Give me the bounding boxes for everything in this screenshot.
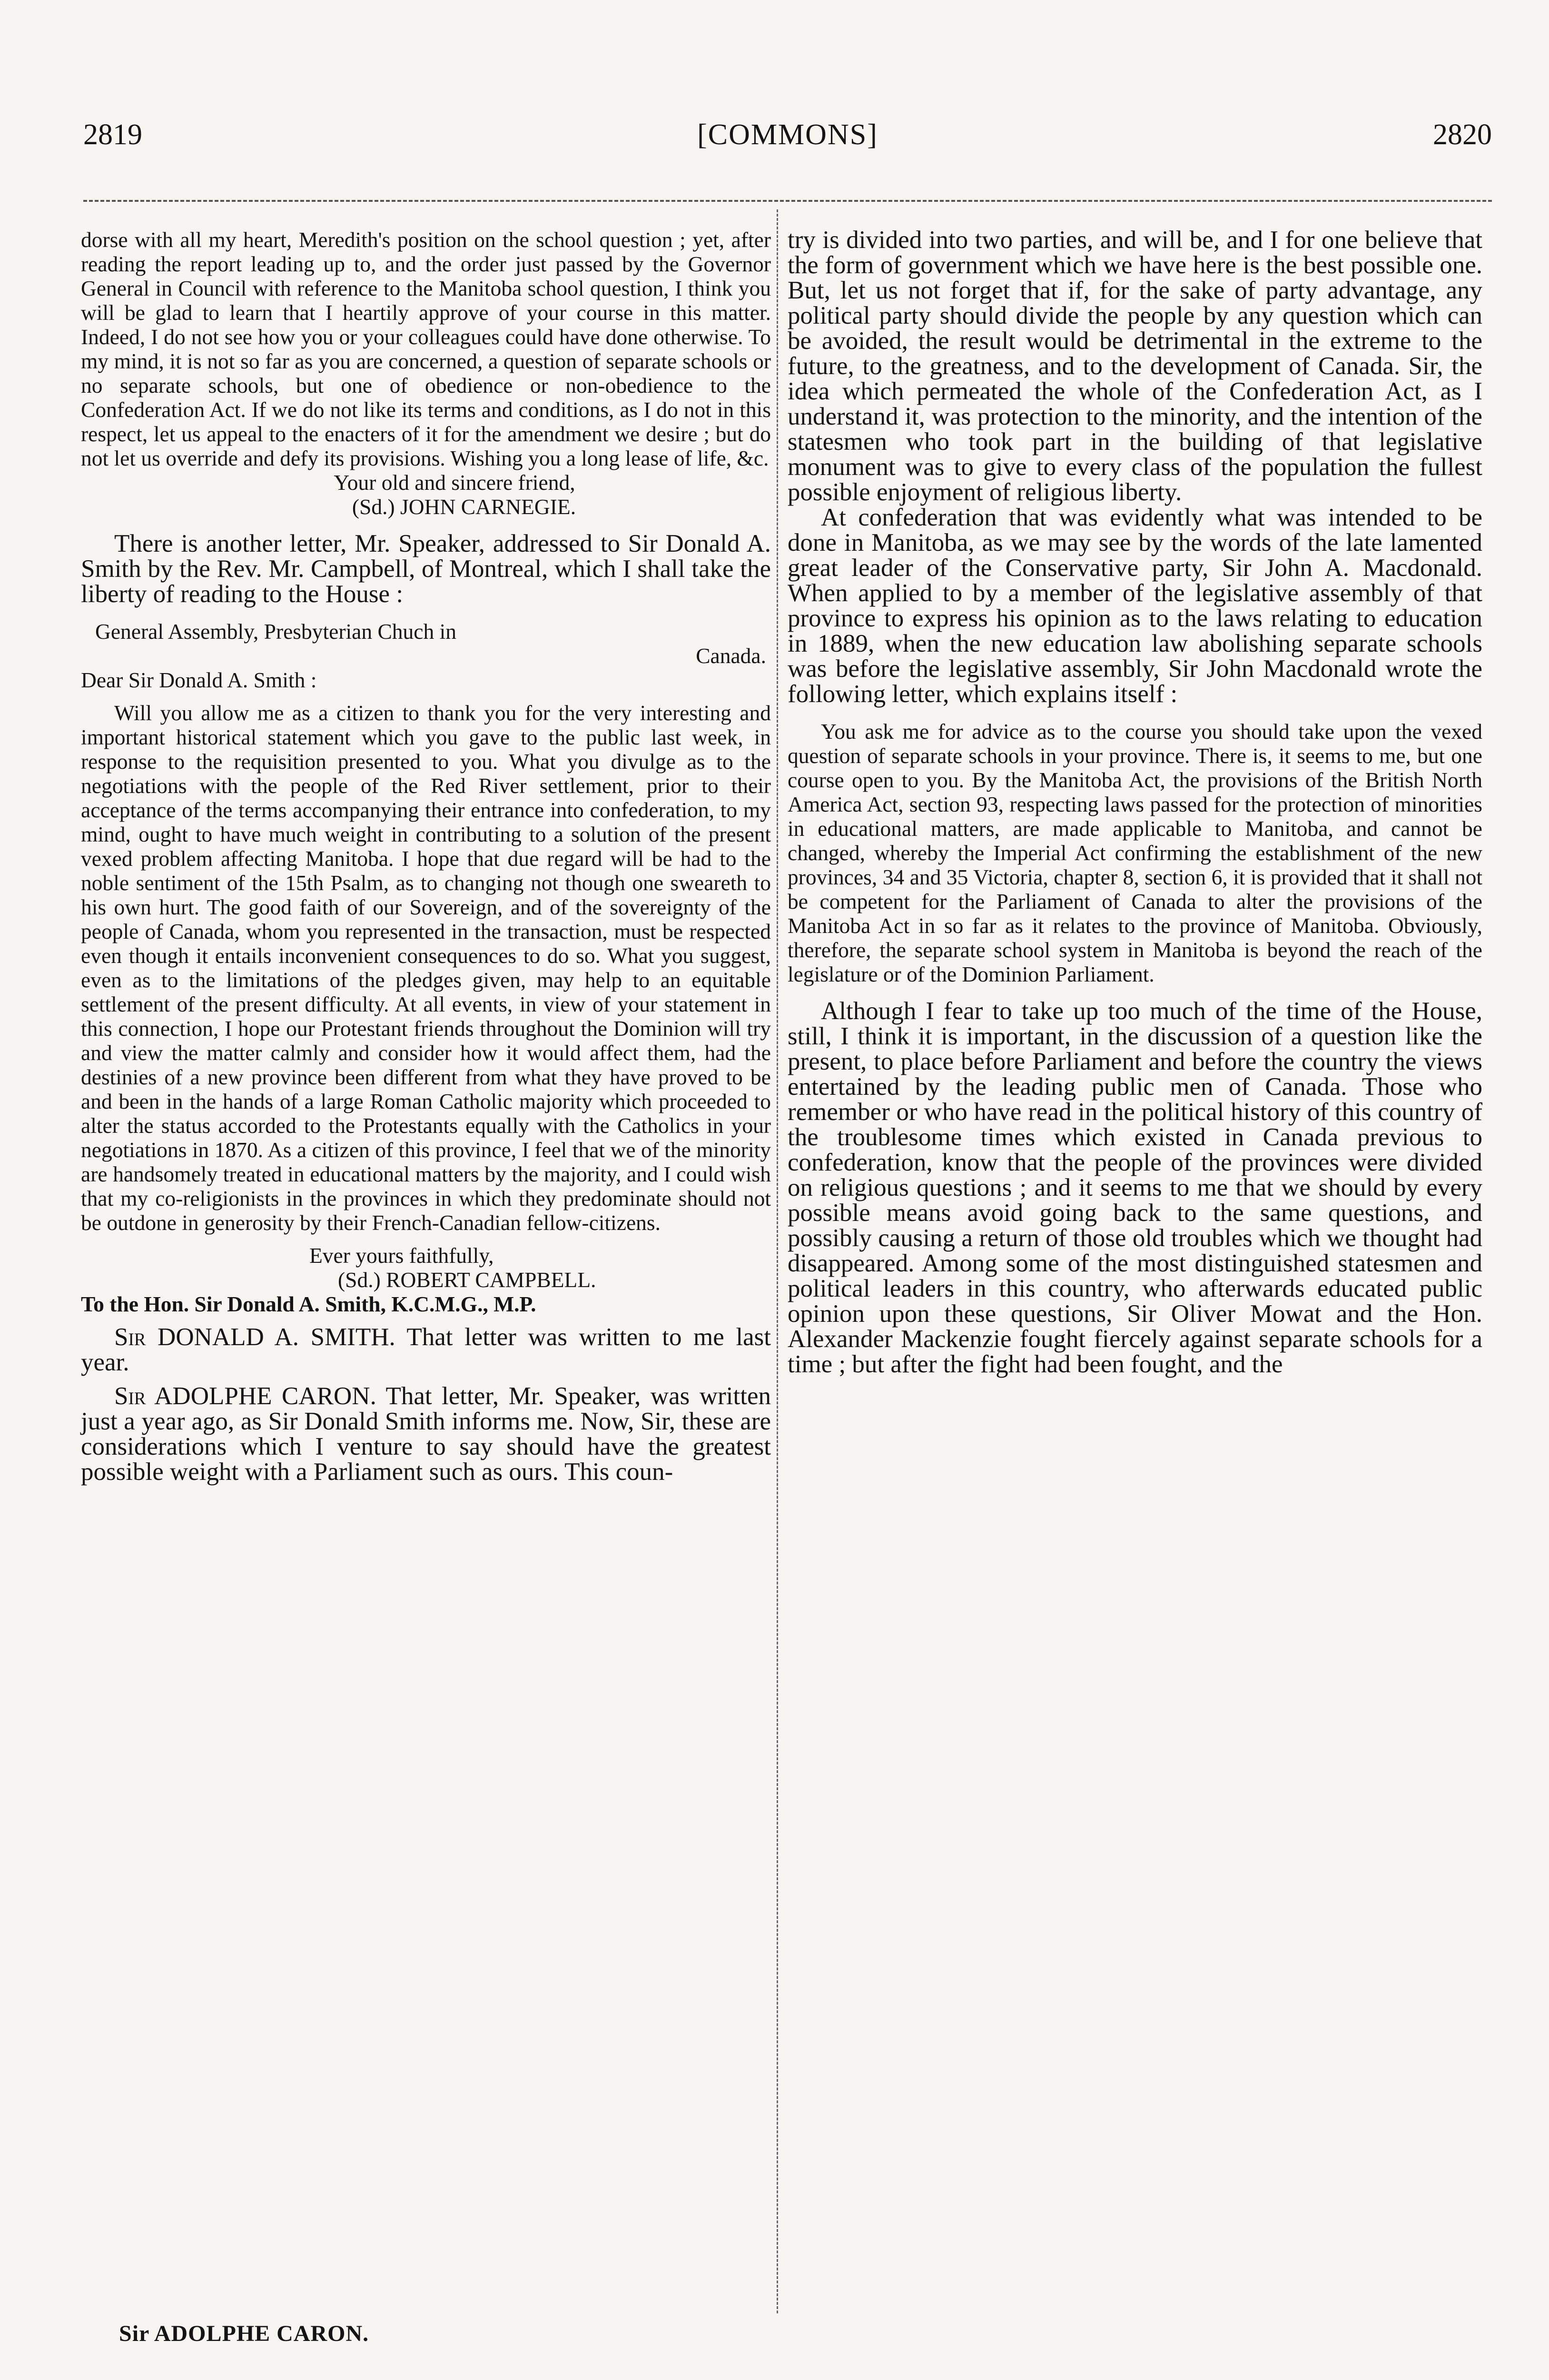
macdonald-letter-quote: You ask me for advice as to the course you should take upon the vexed question of separate schools in your province. There is, it seems to me, but one course open to you. By the Manitoba Act, the provisions of the British North America Act, section 93, respecting laws passed for the protection of minorities in educational matters, are made applicable to Manitoba, and cannot be changed, whereby the Imperial Act confirming the establishment of the new provinces, 34 and 35 Victoria, chapter 8, section 6, it is provided that it shall not be competent for the Parliament of Canada to alter the provisions of the Manitoba Act in so far as it relates to the province of Manitoba. Obviously, therefore, the separate school system in Manitoba is beyond the reach of the legislature or of the Dominion Parliament. [788, 719, 1482, 986]
speech-paragraph-confederation: At confederation that was evidently what was intended to be done in Manitoba, as we may see by the words of the late lamented great leader of the Conservative party, Sir John A. Macdonald. When applied to by a member of the legislative assembly of that province to express his opinion as to the laws relating to education in 1889, when the new education law abolishing separate schools was before the legislative assembly, Sir John Macdonald wrote the following letter, which explains itself : [788, 504, 1482, 708]
right-column [788, 228, 1482, 1377]
speaker-name-caron: Sir ADOLPHE CARON. [114, 1382, 376, 1410]
letter-addressee: To the Hon. Sir Donald A. Smith, K.C.M.G., M.P. [81, 1292, 536, 1316]
letter-heading-line1: General Assembly, Presbyterian Chuch in [95, 619, 457, 644]
campbell-closing: Ever yours faithfully, [309, 1243, 494, 1268]
speech-text-caron: That letter, Mr. Speaker, was written just a year ago, as Sir Donald Smith informs me. Now, Sir, these are considerations which I venture to say should have the greatest possible weight with a Parliament such as ours. This coun- [81, 1382, 771, 1486]
carnegie-letter-body: dorse with all my heart, Meredith's position on the school question ; yet, after reading the report leading up to, and the order just passed by the Governor General in Council with reference to the Manitoba school question, I think you will be glad to learn that I heartily approve of your course in this matter. Indeed, I do not see how you or your colleagues could have done otherwise. To my mind, it is not so far as you are concerned, a question of separate schools or no separate schools, but one of obedience or non-obedience to the Confederation Act. If we do not like its terms and conditions, as I do not in this respect, let us appeal to the enacters of it for the amendment we desire ; but do not let us override and defy its provisions. Wishing you a long lease of life, &c. [81, 228, 771, 470]
speech-paragraph-smith [81, 1325, 771, 1375]
speech-paragraph-history: Although I fear to take up too much of the time of the House, still, I think it is important, in the discussion of a question like the present, to place before Parliament and before the country the views entertained by the leading public men of Canada. Those who remember or who have read in the political history of this country of the troublesome times which existed in Canada previous to confederation, know that the people of the provinces were divided on religious questions ; and it seems to me that we should by every possible means avoid going back to the same questions, and possibly causing a return of those old troubles which we thought had disappeared. Among some of the most distinguished statesmen and political leaders in this country, who afterwards educated public opinion upon these questions, Sir Oliver Mowat and the Hon. Alexander Mackenzie fought fiercely against separate schools for a time ; but after the fight had been fought, and the [788, 997, 1482, 1378]
speech-paragraph-parties: try is divided into two parties, and will be, and I for one believe that the form of government which we have here is the best possible one. But, let us not forget that if, for the sake of party advantage, any political party should divide the people by any question which can be avoided, the result would be detrimental in the extreme to the future, to the greatness, and to the development of Canada. Sir, the idea which permeated the whole of the Confederation Act, as I understand it, was protection to the minority, and the intention of the statesmen who took part in the building of that legislative monument was to give to every class of the population the fullest possible enjoyment of religious liberty. [788, 226, 1482, 506]
carnegie-signature: (Sd.) JOHN CARNEGIE. [352, 495, 576, 519]
letter-heading-line2: Canada. [696, 644, 766, 668]
speaker-name-smith: Sir DONALD A. SMITH. [114, 1323, 395, 1351]
speech-paragraph-caron [81, 1384, 771, 1485]
page-number-left: 2819 [83, 119, 142, 151]
header-rule [83, 200, 1492, 202]
campbell-letter-body: Will you allow me as a citizen to thank you for the very interesting and important historical statement which you gave to the public last week, in response to the requisition presented to you. What you divulge as to the negotiations with the people of the Red River settlement, prior to their acceptance of the terms accompanying their entrance into confederation, to my mind, ought to have much weight in contributing to a solution of the present vexed problem affecting Manitoba. I hope that due regard will be had to the noble sentiment of the 15th Psalm, as to changing not though one sweareth to his own hurt. The good faith of our Sovereign, and of the sovereignty of the people of Canada, whom you represented in the transaction, must be respected even though it entails inconvenient consequences to do so. What you suggest, even as to the limitations of the pledges given, may help to an equitable settlement of the present difficulty. At all events, in view of your statement in this connection, I hope our Protestant friends throughout the Dominion will try and view the matter calmly and consider how it would affect them, had the destinies of a new province been different from what they have proved to be and been in the hands of a large Roman Catholic majority which proceeded to alter the status accorded to the Protestants equally with the Catholics in your negotiations in 1870. As a citizen of this province, I feel that we of the minority are handsomely treated in educational matters by the majority, and I could wish that my co-religionists in the provinces in which they predominate should not be outdone in generosity by their French-Canadian fellow-citizens. [81, 701, 771, 1235]
speech-paragraph-campbell-intro: There is another letter, Mr. Speaker, addressed to Sir Donald A. Smith by the Rev. Mr. Campbell, of Montreal, which I shall take the liberty of reading to the House : [81, 530, 771, 608]
running-title: [COMMONS] [697, 119, 878, 151]
speech-text-smith: That letter was written to me last year. [81, 1323, 771, 1376]
carnegie-closing: Your old and sincere friend, [334, 470, 575, 495]
page-header [83, 113, 1492, 156]
campbell-signature: (Sd.) ROBERT CAMPBELL. [338, 1268, 596, 1292]
letter-salutation: Dear Sir Donald A. Smith : [81, 668, 317, 692]
left-column [81, 228, 771, 1485]
column-divider [777, 209, 778, 2313]
page-number-right: 2820 [1433, 119, 1492, 151]
page-footer-speaker: Sir ADOLPHE CARON. [119, 2321, 369, 2346]
